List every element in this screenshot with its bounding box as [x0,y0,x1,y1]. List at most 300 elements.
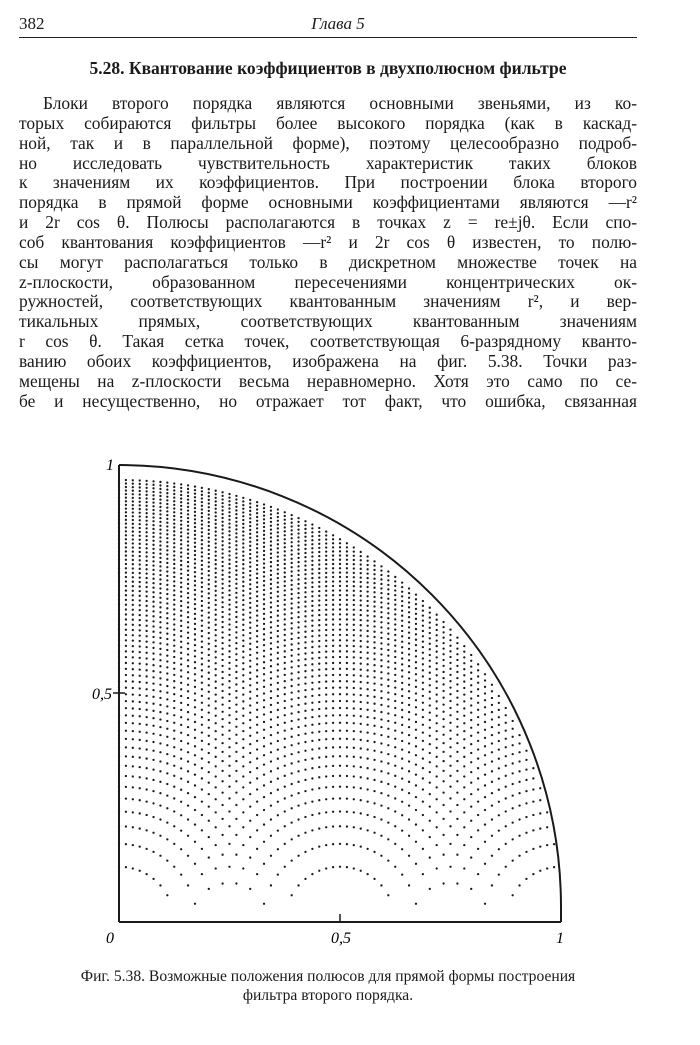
pole-point [215,555,217,557]
pole-point [263,623,265,625]
pole-point [518,734,520,736]
pole-point [318,708,320,710]
pole-point [353,585,355,587]
pole-point [159,513,161,515]
pole-point [498,709,500,711]
pole-point [325,534,327,536]
pole-point [422,740,424,742]
pole-point [297,517,299,519]
pole-point [270,677,272,679]
pole-point [277,874,279,876]
pole-point [201,614,203,616]
pole-point [145,695,147,697]
pole-point [256,740,258,742]
pole-point [360,619,362,621]
pole-point [221,616,223,618]
pole-point [256,669,258,671]
pole-point [270,528,272,530]
pole-point [284,634,286,636]
pole-point [139,747,141,749]
pole-point [263,530,265,532]
pole-point [125,500,127,502]
pole-point [366,724,368,726]
pole-point [139,523,141,525]
pole-point [311,873,313,875]
pole-point [215,559,217,561]
pole-point [256,635,258,637]
pole-point [256,709,258,711]
pole-point [139,568,141,570]
pole-point [387,602,389,604]
pole-point [436,645,438,647]
pole-point [429,666,431,668]
pole-point [152,750,154,752]
pole-point [221,540,223,542]
pole-point [429,836,431,838]
pole-point [429,805,431,807]
pole-point [373,689,375,691]
pole-point [505,786,507,788]
pole-point [263,580,265,582]
pole-point [152,816,154,818]
pole-point [256,767,258,769]
pole-point [228,714,230,716]
pole-point [339,576,341,578]
pole-point [173,628,175,630]
pole-point [277,535,279,537]
pole-point [311,551,313,553]
pole-point [284,613,286,615]
pole-point [318,531,320,533]
pole-point [221,770,223,772]
pole-point [360,635,362,637]
pole-point [422,848,424,850]
pole-point [187,498,189,500]
pole-point [208,517,210,519]
pole-point [166,503,168,505]
pole-point [228,603,230,605]
pole-point [242,504,244,506]
pole-point [394,775,396,777]
pole-point [187,760,189,762]
pole-point [249,621,251,623]
pole-point [187,570,189,572]
pole-point [256,516,258,518]
pole-point [277,615,279,617]
pole-point [463,674,465,676]
pole-point [125,523,127,525]
pole-point [132,651,134,653]
pole-point [139,531,141,533]
pole-point [505,843,507,845]
pole-point [242,590,244,592]
pole-point [429,727,431,729]
pole-point [408,792,410,794]
pole-point [215,500,217,502]
pole-point [277,516,279,518]
pole-point [242,599,244,601]
pole-point [145,709,147,711]
pole-point [256,555,258,557]
pole-point [318,675,320,677]
pole-point [429,761,431,763]
pole-point [145,600,147,602]
pole-point [145,873,147,875]
pole-point [491,855,493,857]
pole-point [360,614,362,616]
pole-point [242,609,244,611]
pole-point [366,695,368,697]
pole-point [277,605,279,607]
pole-point [159,671,161,673]
pole-point [180,560,182,562]
pole-point [532,777,534,779]
pole-point [125,599,127,601]
pole-point [346,662,348,664]
pole-point [132,656,134,658]
pole-point [373,816,375,818]
pole-point [442,631,444,633]
pole-point [380,690,382,692]
pole-point [194,633,196,635]
pole-point [498,695,500,697]
pole-point [380,818,382,820]
pole-point [277,646,279,648]
pole-point [463,844,465,846]
pole-point [491,718,493,720]
pole-point [221,596,223,598]
pole-point [166,549,168,551]
pole-point [166,821,168,823]
pole-point [125,738,127,740]
pole-point [277,716,279,718]
pole-point [194,661,196,663]
pole-point [415,721,417,723]
pole-point [380,578,382,580]
pole-point [318,581,320,583]
pole-point [325,559,327,561]
pole-point [166,593,168,595]
pole-point [360,747,362,749]
pole-point [401,695,403,697]
pole-point [346,755,348,757]
pole-point [297,804,299,806]
pole-point [270,517,272,519]
pole-point [470,672,472,674]
pole-point [215,519,217,521]
pole-point [145,568,147,570]
pole-point [387,794,389,796]
pole-point [408,626,410,628]
pole-point [187,548,189,550]
pole-point [277,620,279,622]
pole-point [484,745,486,747]
pole-point [270,544,272,546]
pole-point [180,620,182,622]
pole-point [463,756,465,758]
pole-point [304,802,306,804]
pole-point [353,619,355,621]
pole-point [325,674,327,676]
pole-point [401,814,403,816]
pole-point [346,746,348,748]
pole-point [366,663,368,665]
pole-point [139,519,141,521]
pole-point [422,625,424,627]
pole-point [456,665,458,667]
pole-point [242,693,244,695]
pole-point [228,511,230,513]
pole-point [401,758,403,760]
pole-point [139,766,141,768]
paragraph-line: тикальных прямых, соответствующих квантованным значениям [19,311,637,332]
pole-point [270,616,272,618]
pole-point [297,884,299,886]
pole-point [366,614,368,616]
pole-point [208,627,210,629]
pole-point [366,573,368,575]
pole-point [373,664,375,666]
pole-point [339,786,341,788]
pole-point [270,587,272,589]
pole-point [215,867,217,869]
pole-point [139,555,141,557]
pole-point [525,851,527,853]
pole-point [256,663,258,665]
pole-point [173,559,175,561]
pole-point [470,704,472,706]
pole-point [297,684,299,686]
pole-point [235,726,237,728]
pole-point [256,777,258,779]
pole-point [325,542,327,544]
pole-point [180,490,182,492]
pole-point [132,504,134,506]
pole-point [180,682,182,684]
pole-point [152,601,154,603]
pole-point [173,489,175,491]
pole-point [291,607,293,609]
pole-point [311,709,313,711]
pole-point [173,765,175,767]
pole-point [436,730,438,732]
pole-point [166,510,168,512]
pole-point [318,585,320,587]
pole-point [132,559,134,561]
pole-point [270,570,272,572]
pole-point [297,611,299,613]
pole-point [249,592,251,594]
pole-point [139,787,141,789]
pole-point [304,647,306,649]
pole-point [325,738,327,740]
pole-point [215,550,217,552]
pole-point [194,500,196,502]
pole-point [360,563,362,565]
pole-point [394,765,396,767]
pole-point [498,724,500,726]
pole-point [215,585,217,587]
pole-point [228,656,230,658]
pole-point [125,866,127,868]
pole-point [277,814,279,816]
pole-point [422,614,424,616]
pole-point [463,687,465,689]
pole-point [491,818,493,820]
pole-point [263,593,265,595]
pole-point [194,598,196,600]
pole-point [401,682,403,684]
pole-point [180,600,182,602]
pole-point [332,629,334,631]
pole-point [145,682,147,684]
pole-point [442,834,444,836]
pole-point [373,578,375,580]
pole-point [263,584,265,586]
pole-point [539,827,541,829]
pole-point [235,574,237,576]
pole-point [318,787,320,789]
pole-point [152,832,154,834]
pole-point [249,529,251,531]
pole-point [477,663,479,665]
pole-point [332,546,334,548]
pole-point [270,565,272,567]
pole-point [173,775,175,777]
pole-point [228,500,230,502]
pole-point [249,611,251,613]
pole-point [277,527,279,529]
pole-point [132,567,134,569]
pole-point [366,848,368,850]
pole-point [187,553,189,555]
pole-point [125,687,127,689]
pole-point [215,756,217,758]
pole-point [318,715,320,717]
pole-point [353,546,355,548]
pole-point [221,565,223,567]
pole-point [235,683,237,685]
pole-point [180,767,182,769]
pole-point [304,779,306,781]
pole-point [484,721,486,723]
pole-point [139,619,141,621]
pole-point [442,791,444,793]
pole-point [304,676,306,678]
pole-point [139,515,141,517]
pole-point [159,726,161,728]
pole-point [449,662,451,664]
pole-point [394,738,396,740]
pole-point [470,666,472,668]
pole-point [505,797,507,799]
pole-point [228,554,230,556]
pole-point [346,559,348,561]
pole-point [159,718,161,720]
pole-point [187,742,189,744]
pole-point [152,631,154,633]
pole-point [353,775,355,777]
pole-point [256,800,258,802]
pole-point [132,662,134,664]
pole-point [215,680,217,682]
pole-point [194,507,196,509]
pole-point [145,610,147,612]
pole-point [208,553,210,555]
pole-point [291,753,293,755]
pole-point [291,537,293,539]
pole-point [415,613,417,615]
pole-point [408,704,410,706]
pole-point [318,747,320,749]
pole-point [505,866,507,868]
pole-point [436,662,438,664]
pole-point [318,599,320,601]
pole-point [284,534,286,536]
pole-point [505,738,507,740]
pole-point [304,610,306,612]
pole-point [332,571,334,573]
pole-point [415,593,417,595]
pole-point [360,776,362,778]
pole-point [408,648,410,650]
pole-point [463,775,465,777]
pole-point [221,536,223,538]
pole-point [353,668,355,670]
pole-point [201,539,203,541]
pole-point [339,645,341,647]
pole-point [346,594,348,596]
pole-point [132,687,134,689]
pole-point [311,675,313,677]
pole-point [208,856,210,858]
pole-point [297,606,299,608]
pole-point [152,494,154,496]
pole-point [180,520,182,522]
pole-point [353,786,355,788]
pole-point [291,553,293,555]
pole-point [125,482,127,484]
pole-point [360,559,362,561]
pole-point [291,522,293,524]
pole-point [387,762,389,764]
pole-point [442,637,444,639]
pole-point [353,738,355,740]
pole-point [498,874,500,876]
pole-point [387,643,389,645]
pole-point [373,768,375,770]
pole-point [145,620,147,622]
pole-point [166,489,168,491]
pole-point [470,782,472,784]
pole-point [401,789,403,791]
pole-point [166,558,168,560]
pole-point [353,747,355,749]
pole-point [180,829,182,831]
pole-point [215,594,217,596]
pole-point [173,755,175,757]
pole-point [353,798,355,800]
pole-point [152,532,154,534]
pole-point [360,663,362,665]
paragraph-line: ной, так и в параллельной форме), поэтому целесообразно подроб- [19,132,637,153]
pole-point [173,580,175,582]
pole-point [325,614,327,616]
pole-point [304,631,306,633]
pole-point [221,502,223,504]
pole-point [194,764,196,766]
pole-point [339,585,341,587]
